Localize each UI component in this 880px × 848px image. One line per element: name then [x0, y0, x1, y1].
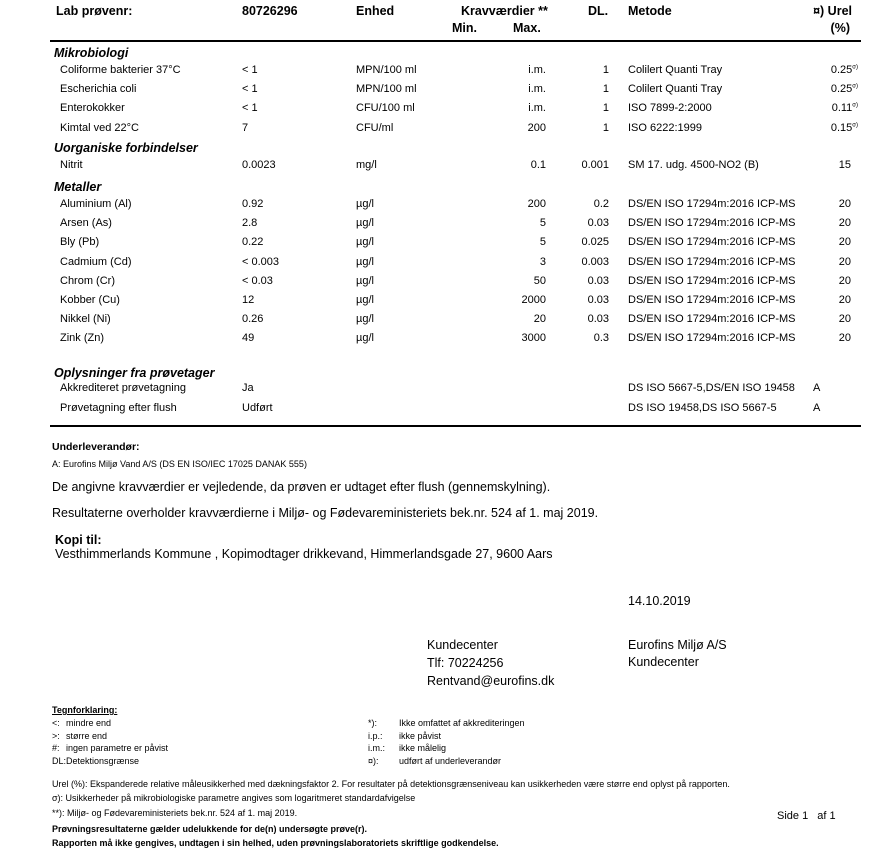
row-urel	[839, 236, 851, 248]
row-urel	[839, 159, 851, 171]
requirements-header: Kravværdier **	[461, 4, 548, 18]
legend-text: ikke målelig	[399, 743, 447, 753]
row-parameter: Coliforme bakterier 37°C	[60, 64, 181, 76]
row-value: < 1	[242, 83, 258, 96]
method-header: Metode	[628, 4, 672, 18]
subcontractor-title: Underleverandør:	[52, 441, 140, 453]
row-dl: 0.2	[593, 198, 609, 210]
row-urel-value: 20	[838, 332, 851, 345]
row-max: 200	[527, 198, 546, 210]
row-method: DS/EN ISO 17294m:2016 ICP-MS	[628, 294, 796, 306]
urel-header: ¤) Urel	[813, 4, 852, 18]
row-value: 0.0023	[242, 159, 276, 171]
legend-bold-2: Rapporten må ikke gengives, undtagen i sin helhed, uden prøvningslaboratoriets skriftlige godkendelse.	[52, 838, 499, 848]
sampler-row-name: Prøvetagning efter flush	[60, 402, 177, 414]
row-urel-value: 20	[838, 236, 851, 249]
row-max: 20	[533, 313, 546, 326]
legend-text: mindre end	[66, 718, 112, 728]
row-urel-value: 20	[838, 217, 851, 230]
legend-symbol: i.m.:	[368, 743, 385, 753]
urel-unit: (%)	[830, 21, 850, 35]
legend-symbol: >:	[52, 730, 60, 741]
row-parameter: Kobber (Cu)	[60, 294, 120, 306]
row-value: 0.92	[242, 198, 264, 210]
legend-symbol: ¤):	[368, 755, 379, 766]
section-title: Uorganiske forbindelser	[54, 141, 198, 155]
row-dl: 0.025	[581, 236, 609, 249]
row-max: 2000	[521, 294, 546, 306]
legend-symbol: DL:	[52, 755, 67, 766]
row-dl: 0.03	[587, 294, 609, 306]
row-value: 7	[242, 121, 249, 134]
row-dl: 0.03	[587, 274, 609, 287]
row-dl: 1	[602, 64, 609, 76]
row-method: ISO 6222:1999	[628, 121, 703, 134]
lab-number: 80726296	[242, 4, 298, 18]
sampler-row-name: Akkrediteret prøvetagning	[60, 382, 186, 394]
lab-label: Lab prøvenr:	[56, 4, 133, 18]
row-dl: 1	[602, 121, 609, 134]
row-unit: µg/l	[356, 198, 374, 210]
row-method: DS/EN ISO 17294m:2016 ICP-MS	[628, 236, 796, 249]
row-max: 3	[539, 255, 546, 268]
section-title: Mikrobiologi	[54, 46, 129, 60]
row-parameter: Bly (Pb)	[60, 236, 100, 249]
row-urel	[839, 198, 851, 210]
note-compliance: Resultaterne overholder kravværdierne i Miljø- og Fødevareministeriets bek.nr. 524 af 1. maj 2019.	[52, 506, 599, 520]
row-unit: mg/l	[356, 159, 377, 171]
contact-right-2: Kundecenter	[628, 655, 699, 669]
row-method: Colilert Quanti Tray	[628, 83, 723, 96]
row-parameter: Enterokokker	[60, 102, 125, 115]
row-method: DS/EN ISO 17294m:2016 ICP-MS	[628, 332, 796, 345]
sampler-title: Oplysninger fra prøvetager	[54, 366, 215, 380]
row-value: < 0.03	[242, 274, 273, 287]
row-urel-sigma: σ)	[852, 102, 858, 109]
row-unit: MPN/100 ml	[356, 64, 417, 76]
row-urel-value: 15	[838, 159, 851, 171]
contact-email[interactable]: Rentvand@eurofins.dk	[427, 674, 555, 688]
row-urel-value: 20	[838, 294, 851, 306]
row-parameter: Chrom (Cr)	[60, 274, 115, 287]
row-urel-value: 20	[838, 313, 851, 326]
contact-phone: Tlf: 70224256	[427, 656, 504, 670]
row-parameter: Zink (Zn)	[60, 332, 104, 345]
row-dl: 1	[602, 83, 609, 96]
page-number	[777, 810, 836, 822]
legend-sigma-note: σ): Usikkerheder på mikrobiologiske parametre angives som logaritmeret standardafvigelse	[52, 793, 416, 803]
legend-text: større end	[66, 730, 108, 741]
sampler-row-value: Udført	[242, 402, 273, 414]
row-method: DS/EN ISO 17294m:2016 ICP-MS	[628, 274, 796, 287]
row-urel	[839, 332, 851, 344]
max-header: Max.	[513, 21, 541, 35]
page-of-num: 1	[829, 810, 836, 822]
row-unit: µg/l	[356, 294, 374, 306]
table-end-divider	[50, 425, 861, 427]
row-parameter: Nikkel (Ni)	[60, 313, 111, 326]
row-max: 3000	[521, 332, 546, 345]
row-value: < 1	[242, 102, 258, 115]
row-urel-value: 20	[838, 274, 851, 287]
section-title: Metaller	[54, 180, 102, 194]
row-unit: µg/l	[356, 332, 374, 345]
row-dl: 0.001	[581, 159, 609, 171]
dl-header: DL.	[588, 4, 609, 18]
row-urel-value: 0.11	[831, 102, 853, 115]
row-dl: 1	[602, 102, 609, 115]
row-method: DS/EN ISO 17294m:2016 ICP-MS	[628, 198, 796, 210]
row-unit: CFU/ml	[356, 121, 394, 134]
row-parameter: Arsen (As)	[60, 217, 112, 230]
report-date: 14.10.2019	[628, 594, 691, 608]
row-value: < 1	[242, 64, 258, 76]
min-header: Min.	[452, 21, 477, 35]
row-dl: 0.3	[593, 332, 609, 345]
copy-text: Vesthimmerlands Kommune , Kopimodtager drikkevand, Himmerlandsgade 27, 9600 Aars	[55, 547, 553, 561]
row-max: i.m.	[528, 83, 546, 96]
row-max: 0.1	[530, 159, 546, 171]
legend-symbol: *):	[368, 718, 377, 728]
row-urel	[831, 122, 858, 134]
row-dl: 0.003	[581, 255, 609, 268]
row-method: SM 17. udg. 4500-NO2 (B)	[628, 159, 759, 171]
page-of-label: af	[817, 810, 827, 822]
row-unit: µg/l	[356, 274, 374, 287]
row-urel-value: 20	[838, 198, 851, 210]
row-value: < 0.003	[242, 255, 280, 268]
row-value: 49	[242, 332, 255, 345]
sampler-row-method: DS ISO 19458,DS ISO 5667-5	[628, 402, 777, 414]
row-max: 200	[527, 121, 546, 134]
legend-req-note: **): Miljø- og Fødevareministeriets bek.nr. 524 af 1. maj 2019.	[52, 808, 298, 818]
row-max: 50	[533, 274, 546, 287]
row-unit: µg/l	[356, 313, 374, 326]
unit-header: Enhed	[356, 4, 395, 18]
row-parameter: Kimtal ved 22°C	[60, 121, 139, 134]
row-method: Colilert Quanti Tray	[628, 64, 723, 76]
row-urel	[831, 83, 858, 95]
row-method: DS/EN ISO 17294m:2016 ICP-MS	[628, 313, 796, 326]
row-value: 2.8	[242, 217, 258, 230]
row-urel	[839, 275, 851, 287]
legend-urel-note: Urel (%): Ekspanderede relative måleusikkerhed med dækningsfaktor 2. For resultater på detektionsgrænseniveau kan usikkerheden være større end oplyst på rapporten.	[52, 779, 730, 789]
legend-title: Tegnforklaring:	[52, 705, 118, 715]
legend-symbol: #:	[52, 743, 60, 753]
row-max: 5	[539, 236, 546, 249]
row-urel-value: 0.25	[830, 83, 853, 96]
row-urel-value: 0.25	[830, 64, 853, 76]
row-parameter: Cadmium (Cd)	[60, 255, 132, 268]
row-unit: CFU/100 ml	[356, 102, 415, 115]
page-side-num: 1	[802, 810, 809, 822]
row-urel	[832, 102, 858, 114]
sampler-row-value: Ja	[242, 382, 254, 394]
header-divider	[50, 40, 861, 42]
subcontractor-text: A: Eurofins Miljø Vand A/S (DS EN ISO/IEC 17025 DANAK 555)	[52, 459, 307, 469]
legend-bold-1: Prøvningsresultaterne gælder udelukkende for de(n) undersøgte prøve(r).	[52, 824, 368, 834]
row-unit: µg/l	[356, 236, 374, 249]
legend-text: udført af underleverandør	[399, 755, 502, 766]
legend-text: Ikke omfattet af akkrediteringen	[399, 718, 525, 728]
row-method: DS/EN ISO 17294m:2016 ICP-MS	[628, 255, 796, 268]
legend-text: ingen parametre er påvist	[66, 743, 169, 753]
legend-text: Detektionsgrænse	[66, 755, 140, 766]
row-parameter: Aluminium (Al)	[60, 198, 132, 210]
row-max: i.m.	[528, 64, 546, 76]
row-urel-sigma: σ)	[852, 64, 858, 71]
row-urel-value: 0.15	[830, 121, 853, 134]
row-unit: µg/l	[356, 255, 374, 268]
legend-symbol: <:	[52, 718, 60, 728]
row-method: ISO 7899-2:2000	[628, 102, 712, 115]
sampler-row-flag: A	[813, 402, 821, 414]
legend-text: ikke påvist	[399, 730, 442, 741]
note-flush: De angivne kravværdier er vejledende, da prøven er udtaget efter flush (gennemskylning).	[52, 480, 551, 494]
row-urel	[839, 217, 851, 229]
row-urel	[839, 256, 851, 268]
row-urel-sigma: σ)	[852, 83, 858, 90]
row-unit: µg/l	[356, 217, 374, 230]
row-urel-value: 20	[838, 255, 851, 268]
row-parameter: Escherichia coli	[60, 83, 137, 96]
row-max: 5	[539, 217, 546, 230]
row-value: 0.26	[242, 313, 264, 326]
row-urel	[839, 313, 851, 325]
row-value: 0.22	[242, 236, 264, 249]
legend-symbol: i.p.:	[368, 730, 383, 741]
row-dl: 0.03	[587, 313, 609, 326]
row-urel-sigma: σ)	[852, 121, 858, 128]
sampler-row-flag: A	[813, 382, 821, 394]
contact-company: Eurofins Miljø A/S	[628, 638, 727, 652]
row-parameter: Nitrit	[60, 159, 83, 171]
row-method: DS/EN ISO 17294m:2016 ICP-MS	[628, 217, 796, 230]
row-dl: 0.03	[587, 217, 609, 230]
row-max: i.m.	[528, 102, 546, 115]
row-urel	[831, 64, 858, 76]
contact-left-1: Kundecenter	[427, 638, 498, 652]
sampler-row-method: DS ISO 5667-5,DS/EN ISO 19458	[628, 382, 795, 394]
row-value: 12	[242, 294, 255, 306]
copy-title: Kopi til:	[55, 533, 102, 547]
page-side-label: Side	[777, 810, 800, 822]
row-unit: MPN/100 ml	[356, 83, 417, 96]
row-urel	[839, 294, 851, 306]
